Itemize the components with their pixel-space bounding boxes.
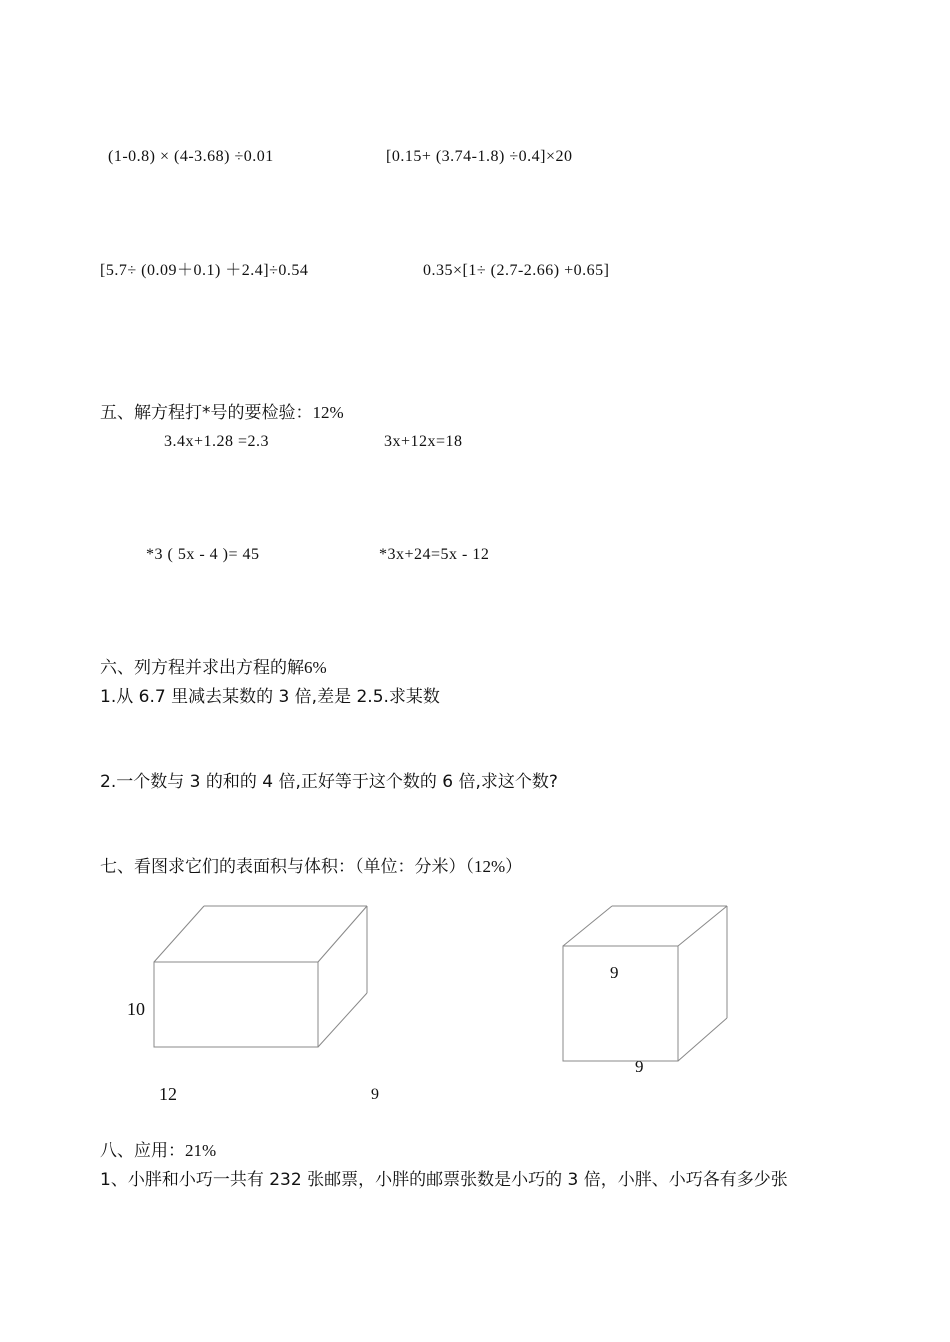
cuboid-length-label: 12: [159, 1084, 177, 1104]
cube-edge: [563, 906, 612, 946]
equation-3: *3 ( 5x - 4 )= 45: [146, 546, 260, 563]
section6-percent: 6%: [304, 658, 327, 677]
section8-heading: [100, 1141, 216, 1161]
equation-4: *3x+24=5x - 12: [379, 546, 490, 563]
cuboid-width-label: 9: [371, 1086, 379, 1103]
section6-title: 六、列方程并求出方程的解: [100, 658, 304, 678]
calc-expression-4: 0.35×[1÷ (2.7-2.66) +0.65]: [423, 262, 610, 279]
cuboid-edge: [154, 906, 204, 962]
section8-percent: 21%: [185, 1141, 217, 1160]
section6-question-1: 1.从 6.7 里减去某数的 3 倍,差是 2.5.求某数: [100, 687, 440, 707]
section8-question-1: 1、小胖和小巧一共有 232 张邮票，小胖的邮票张数是小巧的 3 倍，小胖、小巧各有多少张: [100, 1170, 788, 1190]
cube-edge: [678, 1018, 727, 1061]
equation-2: 3x+12x=18: [384, 433, 463, 450]
section7-percent: （12%）: [465, 857, 523, 876]
cube-figure: [563, 906, 727, 1061]
cuboid-edge: [318, 993, 367, 1047]
cuboid-front-face: [154, 962, 318, 1047]
section7-title: 七、看图求它们的表面积与体积：（单位：分米）: [100, 857, 466, 877]
section5-percent: 12%: [312, 403, 344, 422]
calc-expression-2: [0.15+ (3.74-1.8) ÷0.4]×20: [386, 148, 573, 165]
calc-expression-3: [5.7÷ (0.09＋0.1) ＋2.4]÷0.54: [100, 262, 309, 279]
cuboid-figure: [154, 906, 367, 1047]
cube-bottom-label: 9: [635, 1057, 644, 1076]
section5-title: 五、解方程打*号的要检验：: [100, 403, 313, 423]
cube-top-label: 9: [610, 963, 619, 982]
section6-question-2: 2.一个数与 3 的和的 4 倍,正好等于这个数的 6 倍,求这个数?: [100, 772, 558, 792]
cuboid-edge: [318, 906, 367, 962]
section8-title: 八、应用：: [100, 1141, 185, 1161]
cube-edge: [678, 906, 727, 946]
equation-1: 3.4x+1.28 =2.3: [164, 433, 270, 450]
calc-expression-1: (1-0.8) × (4-3.68) ÷0.01: [108, 148, 274, 165]
cube-front-face: [563, 946, 678, 1061]
cuboid-height-label: 10: [127, 999, 145, 1019]
